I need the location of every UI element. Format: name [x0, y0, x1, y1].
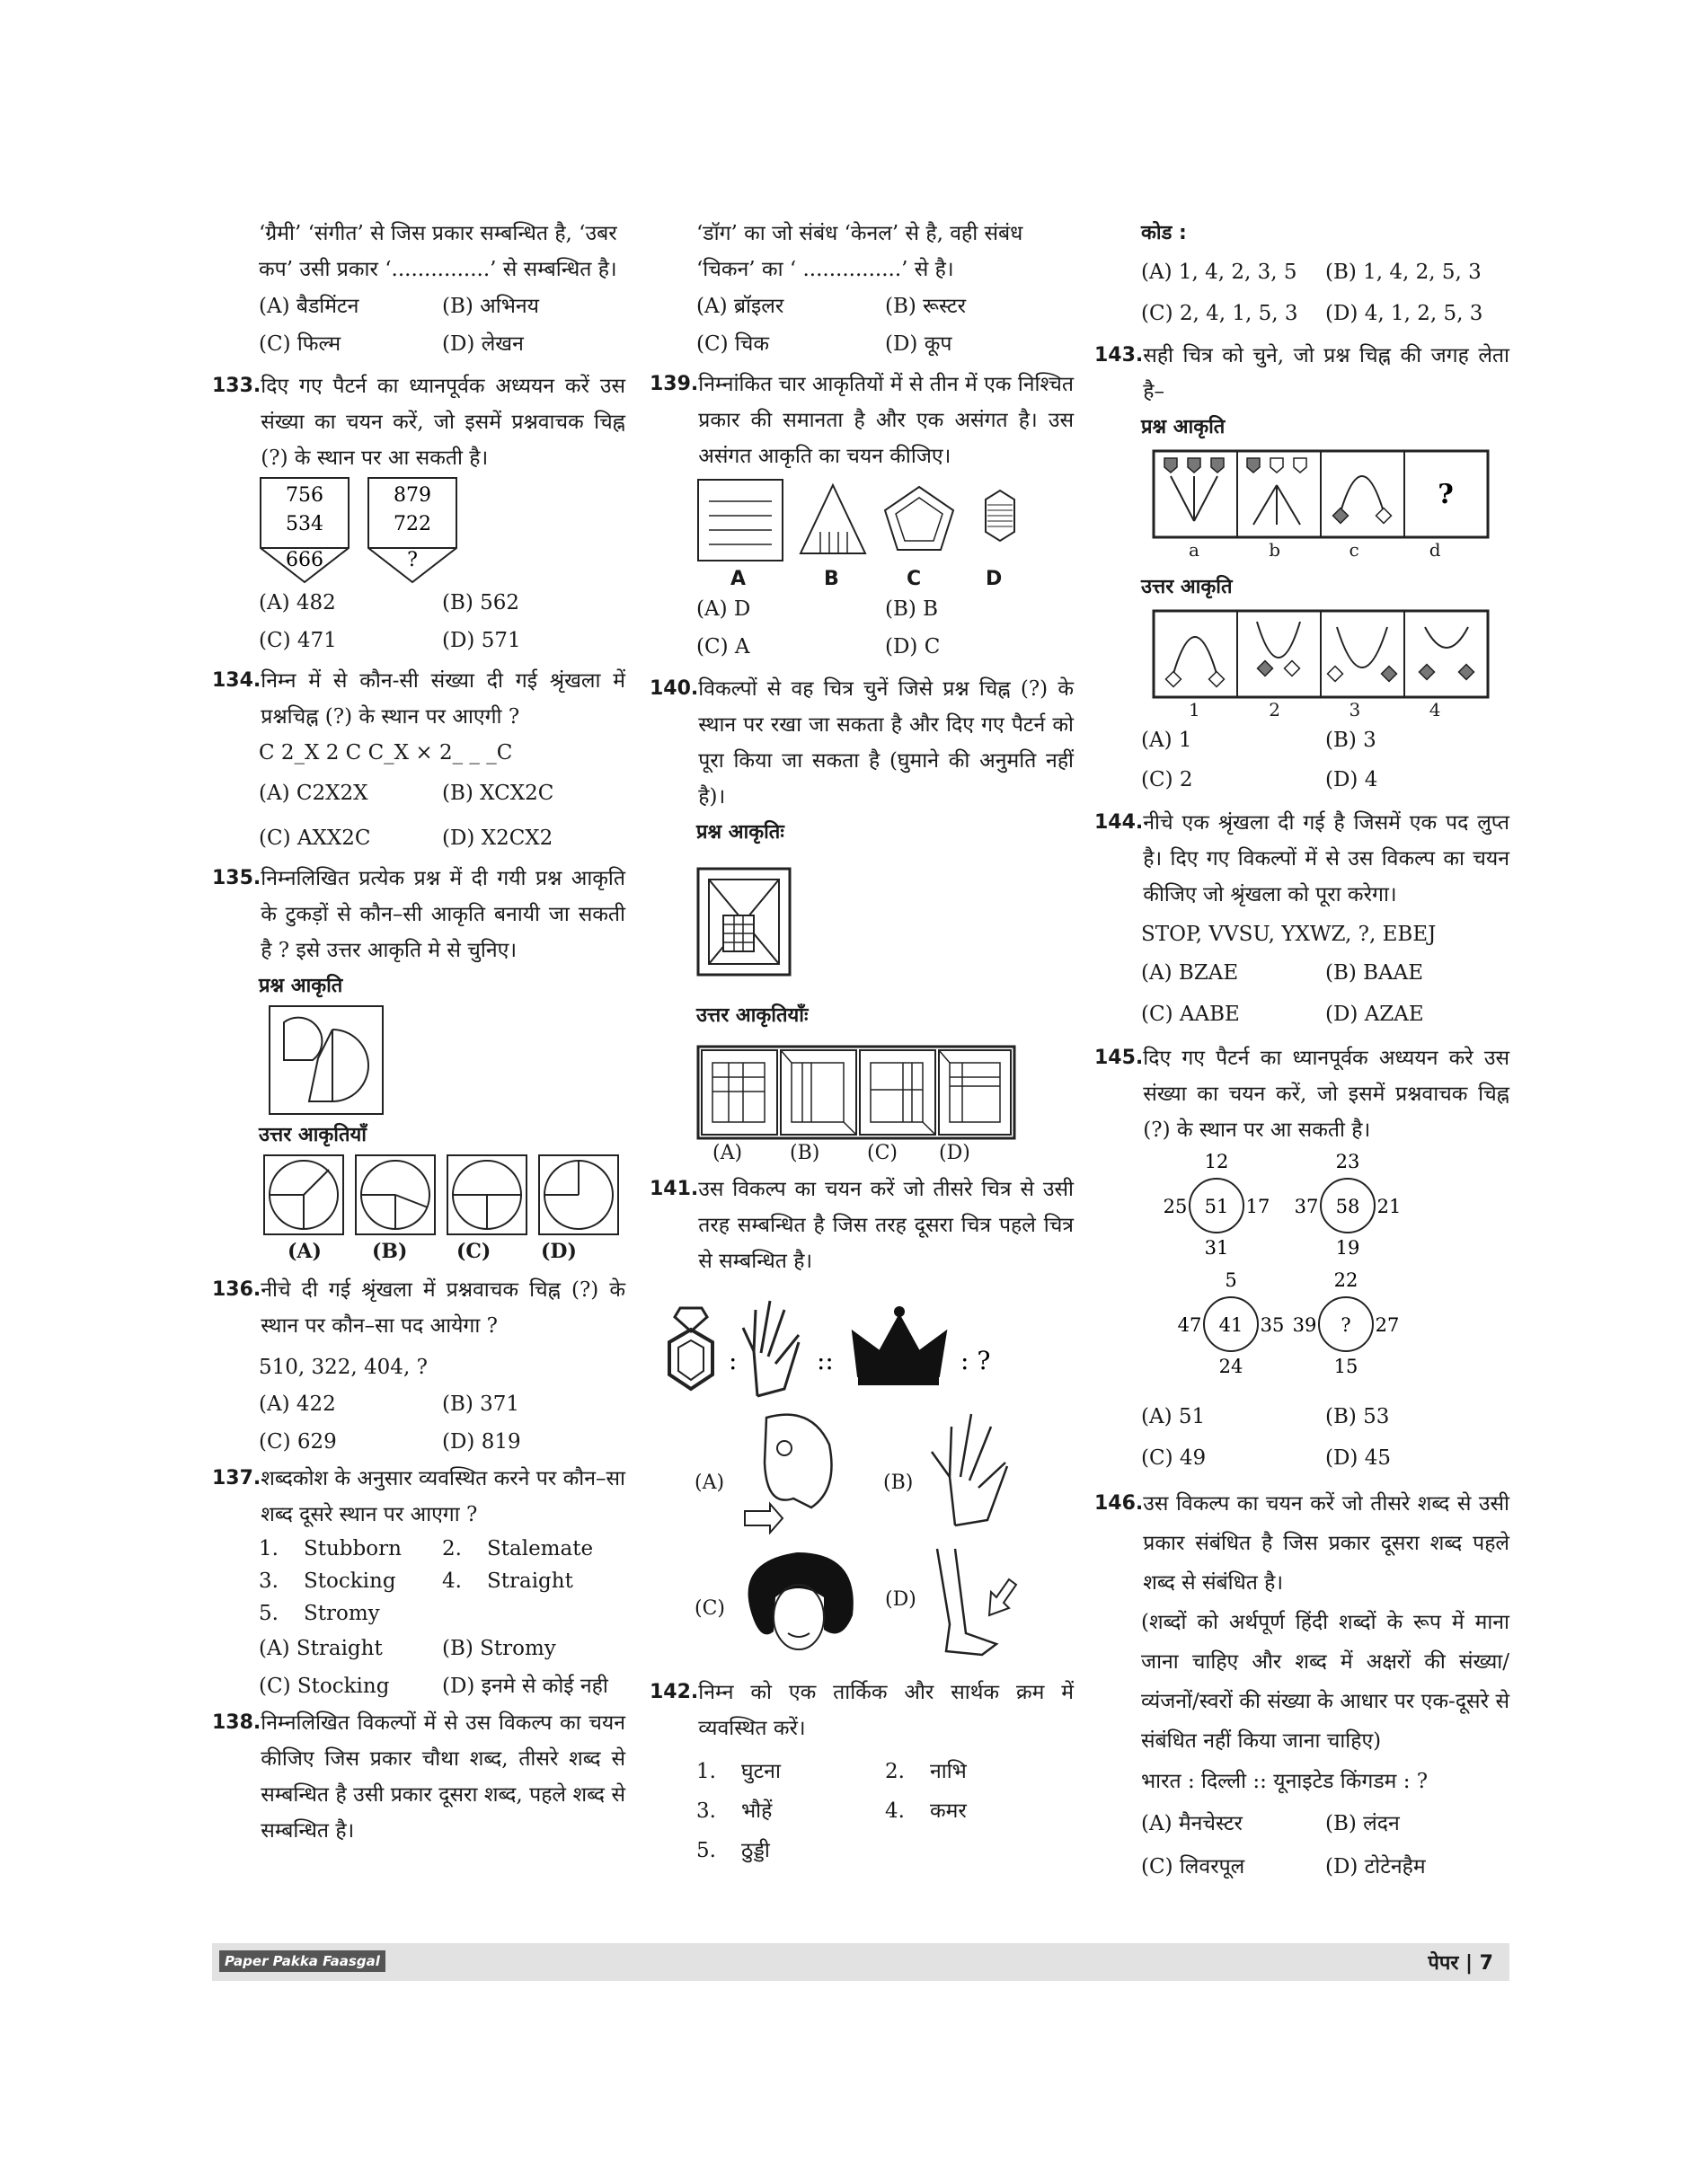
leg-outline [937, 1549, 996, 1655]
label-3: 3 [1349, 699, 1361, 720]
q141-question-figures [650, 1288, 1074, 1403]
q139-figure-a [698, 480, 783, 561]
line [304, 1170, 329, 1195]
page-footer [212, 1943, 1509, 1981]
list-number: 5. [259, 1602, 279, 1625]
option-a-label: (A) [695, 1472, 725, 1494]
question-135 [212, 861, 625, 968]
list-item: नाभि [930, 1760, 967, 1783]
option-a: (A) मैनचेस्टर [1141, 1812, 1243, 1835]
pentagon-marks [1164, 458, 1224, 473]
option-b: (B) अभिनय [442, 295, 539, 318]
option-a: (A) 1, 4, 2, 3, 5 [1141, 261, 1297, 284]
separator: : ? [960, 1346, 991, 1375]
question-number: 146. [1094, 1492, 1144, 1515]
q143-answer-4 [1420, 627, 1474, 679]
line [844, 1122, 856, 1135]
leg-icon [919, 1543, 1036, 1660]
q133-options [212, 584, 625, 659]
option-d: (D) लेखन [442, 332, 524, 356]
q145-circle-2 [1295, 1154, 1402, 1259]
label-b: (B) [790, 1142, 820, 1164]
option-b: (B) Stromy [442, 1637, 556, 1660]
diamond [1328, 667, 1343, 682]
question-number: 142. [650, 1681, 699, 1703]
separator: :: [817, 1346, 834, 1375]
question-text: उस विकल्प का चयन करें जो तीसरे चित्र से उसी तरह सम्बन्धित है जिस तरह दूसरा चित्र पहले चित्र से सम्बन्धित है। [698, 1178, 1074, 1273]
right-number: 17 [1245, 1196, 1270, 1217]
option-a: (A) 51 [1141, 1405, 1206, 1428]
q135-answer-a [264, 1155, 343, 1234]
option-b: (B) रूस्टर [885, 295, 966, 318]
crown-body [853, 1315, 946, 1376]
q138-options [650, 287, 1074, 363]
q137-options [212, 1630, 625, 1705]
question-number: 136. [212, 1278, 261, 1301]
list-item: भौहें [741, 1799, 773, 1823]
label-d: (D) [939, 1142, 970, 1164]
hand-outline [932, 1414, 1007, 1525]
option-a: (A) बैडमिंटन [259, 295, 359, 318]
crown-icon [853, 1306, 946, 1385]
question-number: 135. [212, 867, 261, 889]
q144-options [1094, 952, 1509, 1035]
question-139 [650, 367, 1074, 474]
question-144 [1094, 805, 1509, 913]
option-c: (C) 471 [259, 629, 337, 652]
q135-piece-2 [309, 1030, 368, 1101]
diamond [1285, 661, 1300, 676]
q146-options [1094, 1802, 1509, 1888]
option-c: (C) 49 [1141, 1446, 1207, 1470]
option-c: (C) Stocking [259, 1675, 390, 1698]
hair [748, 1552, 854, 1634]
question-138 [212, 1705, 625, 1849]
face-icon [739, 1409, 847, 1534]
label-c: c [1349, 539, 1359, 561]
option-c: (C) AABE [1141, 1003, 1240, 1026]
list-item: Stocking [304, 1569, 396, 1593]
q132-options [212, 287, 625, 363]
q138-line1: ‘डॉग’ का जो संबंध ‘केनल’ से है, वही संबंध [696, 222, 1023, 245]
q143-answer-3 [1328, 627, 1397, 681]
mouth [788, 1633, 810, 1637]
q133-figure [259, 476, 492, 584]
q135-answer-label: उत्तर आकृतियाँ [259, 1124, 367, 1146]
q142-options [1094, 252, 1509, 334]
woman-face-icon [734, 1543, 869, 1660]
q143-question-label: प्रश्न आकृति [1141, 416, 1226, 438]
question-number: 138. [212, 1711, 261, 1734]
option-d: (D) C [885, 635, 941, 659]
list-number: 4. [885, 1799, 905, 1823]
option-b: (B) 371 [442, 1392, 520, 1416]
face-outline [765, 1415, 832, 1507]
right-number: 35 [1260, 1314, 1285, 1336]
column-1 [212, 216, 625, 1849]
q135-answer-d [539, 1155, 618, 1234]
inner-square [871, 1063, 923, 1122]
q145-circle-4 [1293, 1269, 1400, 1377]
label-b: (B) [372, 1240, 408, 1263]
question-number: 144. [1094, 811, 1144, 834]
right-number: 21 [1376, 1196, 1402, 1217]
q144-series: STOP, VVSU, YXWZ, ?, EBEJ [1141, 923, 1437, 946]
eye [777, 1441, 792, 1455]
question-140 [650, 671, 1074, 815]
question-141 [650, 1171, 1074, 1279]
list-number: 3. [259, 1569, 279, 1593]
option-d: (D) 571 [442, 629, 521, 652]
arc [1173, 637, 1217, 674]
list-item: Straight [487, 1569, 573, 1593]
option-b: (B) B [885, 597, 939, 621]
q139-figure-labels [650, 568, 1074, 590]
question-number: 133. [212, 375, 261, 397]
option-c: (C) A [696, 635, 750, 659]
bottom-number: 15 [1333, 1356, 1358, 1377]
label-d: D [986, 568, 1003, 590]
option-b: (B) 1, 4, 2, 5, 3 [1325, 261, 1482, 284]
label-c: (C) [456, 1240, 491, 1263]
separator: : [729, 1346, 738, 1375]
q145-figure [1157, 1154, 1454, 1396]
center-number: ? [1341, 1314, 1351, 1336]
option-d: (D) कूप [885, 332, 952, 356]
label-c: C [907, 568, 922, 590]
list-number: 1. [259, 1537, 279, 1560]
top-number: 22 [1333, 1269, 1358, 1291]
q143-answer-label: उत्तर आकृति [1141, 576, 1233, 598]
q139-figure-c [885, 487, 953, 550]
q135-answer-figures [262, 1154, 622, 1240]
line [781, 1050, 792, 1063]
option-d: (D) 819 [442, 1430, 521, 1454]
q143-answer-2 [1257, 622, 1300, 676]
arrows [1171, 476, 1217, 521]
option-b: (B) 3 [1325, 729, 1376, 752]
arc [1425, 627, 1468, 648]
label-2: 2 [1269, 699, 1280, 720]
option-b: (B) 53 [1325, 1405, 1390, 1428]
q145-circle-1 [1164, 1154, 1270, 1259]
option-b: (B) लंदन [1325, 1812, 1400, 1835]
q143-figure-a [1164, 458, 1224, 521]
question-number: 134. [212, 669, 261, 692]
inner-square [950, 1063, 1000, 1122]
question-number: 139. [650, 373, 699, 395]
q133-s2-mid: 722 [394, 513, 431, 535]
q136-series: 510, 322, 404, ? [259, 1356, 428, 1379]
diamond [1166, 672, 1181, 687]
label-a: A [730, 568, 747, 590]
brand-logo: Paper Pakka Faasgal [219, 1950, 385, 1972]
q143-question-mark: ? [1438, 479, 1454, 510]
question-134 [212, 663, 625, 735]
q140-question-figure [696, 867, 795, 978]
option-d: (D) 4 [1325, 768, 1378, 791]
question-143 [1094, 338, 1509, 410]
q143-answer-labels [1094, 699, 1509, 720]
label-b: B [824, 568, 839, 590]
label-b: b [1269, 539, 1281, 561]
option-a: (A) 482 [259, 591, 336, 614]
q143-figure-b [1247, 458, 1306, 525]
label-4: 4 [1429, 699, 1441, 720]
question-text: निम्न को एक तार्किक और सार्थक क्रम में व्यवस्थित करें। [698, 1681, 1074, 1740]
diamond [1376, 508, 1392, 524]
q145-circle-3 [1178, 1269, 1285, 1377]
hand-option-icon [919, 1409, 1027, 1534]
center-number: 58 [1335, 1196, 1360, 1217]
label-a: a [1189, 539, 1199, 561]
q140-answer-figures [696, 1045, 1020, 1142]
square [698, 480, 783, 561]
question-text: नीचे एक श्रृंखला दी गई है जिसमें एक पद लुप्त है। दिए गए विकल्पों में से उस विकल्प का चयन कीजिए जो श्रृंखला को पूरा करेगा। [1143, 811, 1509, 906]
arrow-icon [989, 1579, 1016, 1615]
q143-figure-c [1333, 476, 1392, 523]
crown-base [858, 1376, 939, 1385]
question-text: उस विकल्प का चयन करें जो तीसरे शब्द से उसी प्रकार संबंधित है जिस प्रकार दूसरा शब्द पहले शब्द से संबंधित है। [1143, 1492, 1509, 1595]
option-a: (A) BZAE [1141, 961, 1239, 985]
option-a: (A) ब्रॉइलर [696, 295, 784, 318]
option-a: (A) 1 [1141, 729, 1192, 752]
label-a: (A) [288, 1240, 322, 1263]
page-number: पेपर | 7 [1428, 1952, 1493, 1975]
center-number: 41 [1218, 1314, 1243, 1336]
q132-line1: ‘ग्रैमी’ ‘संगीत’ से जिस प्रकार सम्बन्धित है, ‘उबर [259, 222, 617, 245]
option-d: (D) X2CX2 [442, 827, 553, 850]
left-number: 37 [1294, 1196, 1319, 1217]
option-c: (C) AXX2C [259, 827, 371, 850]
list-item: Stalemate [487, 1537, 594, 1560]
left-number: 47 [1177, 1314, 1202, 1336]
option-a: (A) C2X2X [259, 782, 368, 805]
question-number: 145. [1094, 1047, 1144, 1069]
arrows [1253, 485, 1300, 525]
list-number: 5. [696, 1839, 716, 1862]
q142-list [650, 1752, 1074, 1870]
q140-answer-labels [650, 1142, 1074, 1164]
arc [1341, 476, 1384, 512]
option-c: (C) फिल्म [259, 332, 341, 356]
list-item: Stromy [304, 1602, 380, 1625]
question-142 [650, 1675, 1074, 1746]
top-number: 12 [1204, 1154, 1229, 1172]
option-b: (B) 562 [442, 591, 520, 614]
column-2 [650, 216, 1074, 1870]
q138-line2: ‘चिकन’ का ‘ ...............’ से है। [696, 258, 954, 281]
q139-figures [696, 478, 1056, 568]
q135-answer-b [356, 1155, 435, 1234]
arc [1257, 622, 1300, 658]
list-item: Stubborn [304, 1537, 402, 1560]
q133-s1-bottom: 666 [286, 549, 323, 571]
question-text: विकल्पों से वह चित्र चुनें जिसे प्रश्न चिह्न (?) के स्थान पर रखा जा सकता है और दिए गए पैटर्न को पूरा किया जा सकता है (घुमाने की अनुमति नहीं है)। [698, 677, 1074, 809]
q140-answer-a [702, 1050, 777, 1135]
option-d: (D) 4, 1, 2, 5, 3 [1325, 302, 1483, 325]
label-1: 1 [1189, 699, 1200, 720]
question-text: नीचे दी गई श्रृंखला में प्रश्नवाचक चिह्न (?) के स्थान पर कौन–सा पद आयेगा ? [261, 1278, 625, 1338]
q134-series: C 2_X 2 C C_X × 2_ _ _C [259, 741, 513, 765]
option-c-label: (C) [695, 1597, 725, 1620]
top-number: 23 [1335, 1154, 1360, 1172]
q133-s2-bottom: ? [407, 549, 418, 571]
inner-square [792, 1063, 844, 1122]
list-number: 2. [885, 1760, 905, 1783]
option-d-label: (D) [885, 1588, 916, 1611]
question-137 [212, 1461, 625, 1533]
ring-inner [678, 1340, 704, 1380]
question-133 [212, 368, 625, 476]
label-c: (C) [867, 1142, 898, 1164]
q143-options [1094, 720, 1509, 800]
question-number: 143. [1094, 344, 1144, 367]
arrow-icon [745, 1504, 783, 1533]
option-d: (D) 45 [1325, 1446, 1391, 1470]
option-b-label: (B) [883, 1472, 914, 1494]
column-3 [1094, 216, 1509, 1888]
question-145 [1094, 1040, 1509, 1148]
q140-answer-label: उत्तर आकृतियाँः [696, 1004, 809, 1027]
q146-analogy: भारत : दिल्ली :: यूनाइटेड किंगडम : ? [1141, 1770, 1429, 1793]
hand-icon [743, 1301, 799, 1396]
list-number: 3. [696, 1799, 716, 1823]
pentagon-marks [1270, 458, 1306, 473]
diamond [1258, 661, 1273, 676]
q133-s1-mid: 534 [286, 513, 323, 535]
question-text: निम्न में से कौन-सी संख्या दी गई श्रृंखला में प्रश्नचिह्न (?) के स्थान पर आएगी ? [261, 669, 625, 729]
right-number: 27 [1375, 1314, 1400, 1336]
q143-answer-1 [1166, 637, 1225, 686]
option-b: (B) XCX2C [442, 782, 554, 805]
q135-piece-1 [284, 1018, 322, 1060]
list-number: 4. [442, 1569, 462, 1593]
question-text: दिए गए पैटर्न का ध्यानपूर्वक अध्ययन करें उस संख्या का चयन करें, जो इसमें प्रश्नवाचक चिह्न (?) के स्थान पर आ सकती है। [261, 375, 625, 470]
bottom-number: 19 [1335, 1237, 1360, 1259]
center-number: 51 [1204, 1196, 1229, 1217]
list-item: घुटना [741, 1760, 781, 1783]
q139-options [650, 590, 1074, 666]
option-c: (C) चिक [696, 332, 770, 356]
triangle [801, 485, 865, 553]
label-d: d [1429, 539, 1441, 561]
question-text: दिए गए पैटर्न का ध्यानपूर्वक अध्ययन करे उस संख्या का चयन करें, जो इसमें प्रश्नवाचक चिह्न (?) के स्थान पर आ सकती है। [1143, 1047, 1509, 1142]
q143-question-figures [1152, 449, 1493, 539]
crown-top [894, 1306, 905, 1317]
list-item: कमर [930, 1799, 967, 1823]
question-number: 137. [212, 1467, 261, 1490]
q145-options [1094, 1396, 1509, 1479]
q134-options [212, 771, 625, 861]
q135-answer-c [447, 1155, 527, 1234]
line [395, 1195, 428, 1207]
ring-icon [669, 1308, 712, 1389]
diamond [1420, 665, 1435, 680]
left-number: 39 [1292, 1314, 1317, 1336]
question-text: निम्नलिखित विकल्पों में से उस विकल्प का चयन कीजिए जिस प्रकार चौथा शब्द, तीसरे शब्द से सम्बन्धित है उसी प्रकार दूसरा शब्द, पहले शब्द से सम्बन्धित है। [261, 1711, 625, 1843]
q136-options [212, 1385, 625, 1461]
top-number: 5 [1225, 1269, 1237, 1291]
bottom-number: 31 [1204, 1237, 1229, 1259]
q140-answer-b [781, 1050, 856, 1135]
diamond [1333, 508, 1349, 524]
question-136 [212, 1272, 625, 1344]
face-outline [774, 1585, 824, 1649]
q140-answer-c [860, 1050, 935, 1135]
question-number: 141. [650, 1178, 699, 1200]
code-label: कोड : [1141, 222, 1187, 244]
q139-figure-b [801, 485, 865, 553]
q133-s1-top: 756 [286, 484, 323, 507]
option-c: (C) 2 [1141, 768, 1193, 791]
option-b: (B) BAAE [1325, 961, 1424, 985]
question-number: 140. [650, 677, 699, 700]
pentagon-mark [1247, 458, 1260, 473]
inner-square [712, 1063, 765, 1122]
option-a: (A) Straight [259, 1637, 383, 1660]
arc [1337, 627, 1387, 667]
list-number: 1. [696, 1760, 716, 1783]
hand-outline [743, 1301, 799, 1396]
line [923, 1122, 935, 1135]
q143-answer-figures [1152, 609, 1493, 699]
option-c: (C) लिवरपूल [1141, 1855, 1245, 1879]
list-number: 2. [442, 1537, 462, 1560]
q139-figure-d [986, 491, 1014, 541]
diamond [1459, 665, 1474, 680]
question-text: शब्दकोश के अनुसार व्यवस्थित करने पर कौन–सा शब्द दूसरे स्थान पर आएगा ? [261, 1467, 625, 1526]
q140-question-label: प्रश्न आकृतिः [696, 821, 784, 844]
q132-line2: कप’ उसी प्रकार ‘...............’ से सम्बन्धित है। [259, 258, 617, 281]
diamond [1209, 672, 1225, 687]
question-text: निम्नांकित चार आकृतियों में से तीन में एक निश्चित प्रकार की समानता है और एक असंगत है। उस असंगत आकृति का चयन कीजिए। [698, 373, 1074, 468]
inner-pentagon [896, 498, 942, 541]
q143-question-labels [1094, 539, 1509, 561]
option-a: (A) D [696, 597, 751, 621]
q133-s2-top: 879 [394, 484, 431, 507]
option-c: (C) 2, 4, 1, 5, 3 [1141, 302, 1298, 325]
q137-word-list [212, 1533, 625, 1630]
q135-question-figure [268, 1004, 394, 1118]
q135-question-label: प्रश्न आकृति [259, 975, 343, 997]
left-number: 25 [1163, 1196, 1188, 1217]
option-c: (C) 629 [259, 1430, 337, 1454]
option-d: (D) इनमे से कोई नही [442, 1675, 608, 1698]
option-d: (D) टोटेनहैम [1325, 1855, 1426, 1879]
q141-options [650, 1409, 1074, 1660]
label-a: (A) [712, 1142, 743, 1164]
question-text: सही चित्र को चुने, जो प्रश्न चिह्न की जगह लेता है– [1143, 344, 1509, 403]
question-146 [1094, 1484, 1509, 1603]
label-d: (D) [541, 1240, 577, 1263]
list-item: ठुड्डी [741, 1839, 770, 1862]
line [939, 1050, 950, 1063]
q135-answer-labels [212, 1240, 625, 1263]
option-a: (A) 422 [259, 1392, 336, 1416]
question-text: निम्नलिखित प्रत्येक प्रश्न में दी गयी प्रश्न आकृति के टुकड़ों से कौन–सी आकृति बनायी जा सकती है ? इसे उत्तर आकृति मे से चुनिए। [261, 867, 625, 962]
q140-answer-d [939, 1050, 1011, 1135]
option-d: (D) AZAE [1325, 1003, 1424, 1026]
q146-note: (शब्दों को अर्थपूर्ण हिंदी शब्दों के रूप में माना जाना चाहिए और शब्द में अक्षरों की संख्या/व्यंजनों/स्वरों की संख्या के आधार पर एक-दूसरे से संबंधित नहीं किया जाना चाहिए) [1141, 1611, 1509, 1753]
diamond [1382, 667, 1397, 682]
bottom-number: 24 [1218, 1356, 1243, 1377]
